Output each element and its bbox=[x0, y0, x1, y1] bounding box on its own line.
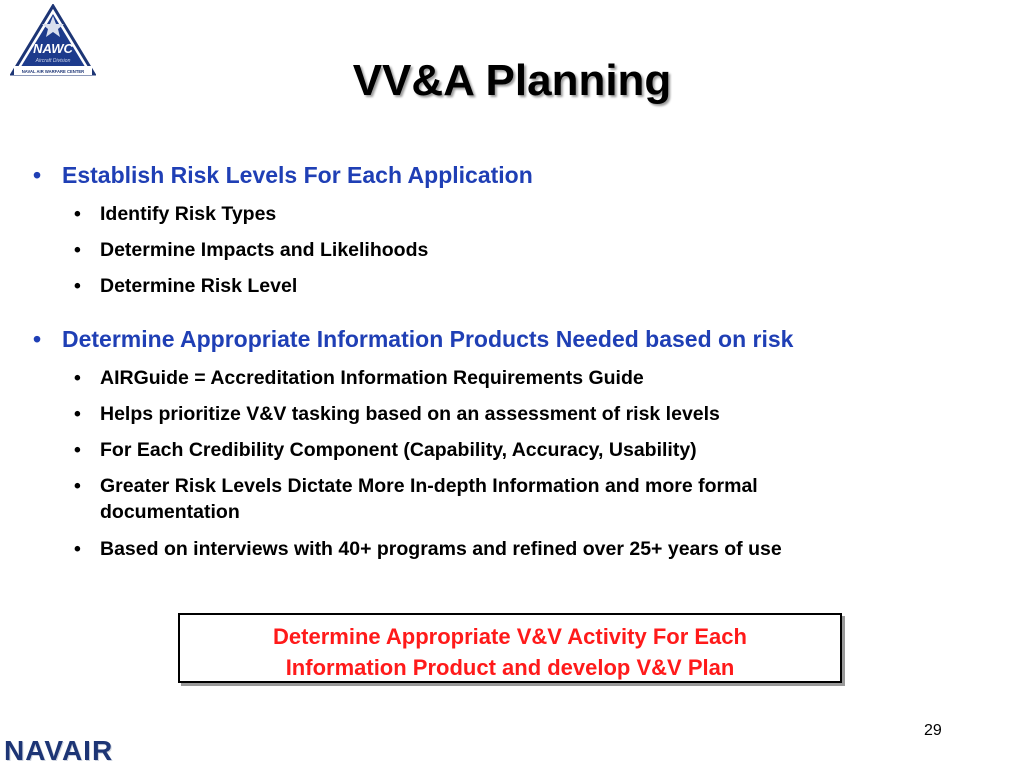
list-item: • Greater Risk Levels Dictate More In-depth Information and more formal documentation bbox=[74, 475, 758, 523]
list-item: • Based on interviews with 40+ programs and refined over 25+ years of use bbox=[74, 538, 782, 560]
callout-line-1: Determine Appropriate V&V Activity For Each bbox=[273, 624, 747, 649]
bullet-icon: • bbox=[74, 403, 81, 425]
bullet-icon: • bbox=[33, 326, 42, 352]
bullet-icon: • bbox=[33, 162, 42, 188]
navair-logo: NAVAIR bbox=[4, 735, 114, 766]
list-item: • For Each Credibility Component (Capability, Accuracy, Usability) bbox=[74, 439, 697, 461]
bullet-icon: • bbox=[74, 275, 81, 297]
bullet-icon: • bbox=[74, 367, 81, 389]
list-item: • Determine Risk Level bbox=[74, 275, 298, 297]
logo-text: NAWC bbox=[33, 41, 73, 56]
callout-box bbox=[178, 613, 842, 683]
callout-line-2: Information Product and develop V&V Plan bbox=[285, 655, 735, 680]
bullet-icon: • bbox=[74, 203, 81, 225]
bullet-icon: • bbox=[74, 475, 81, 497]
page-title: VV&A Planning bbox=[352, 56, 672, 105]
bullet-icon: • bbox=[74, 538, 81, 560]
page-number: 29 bbox=[924, 722, 942, 739]
list-item: • Helps prioritize V&V tasking based on an assessment of risk levels bbox=[74, 403, 720, 425]
logo-bottom-text: NAVAL AIR WARFARE CENTER bbox=[21, 69, 85, 74]
list-item: • Determine Impacts and Likelihoods bbox=[74, 239, 429, 261]
bullet-icon: • bbox=[74, 439, 81, 461]
list-item: • AIRGuide = Accreditation Information Requirements Guide bbox=[74, 367, 644, 389]
logo-subtext: Aircraft Division bbox=[35, 58, 71, 64]
list-item: • Identify Risk Types bbox=[74, 203, 277, 225]
bullet-icon: • bbox=[74, 239, 81, 261]
